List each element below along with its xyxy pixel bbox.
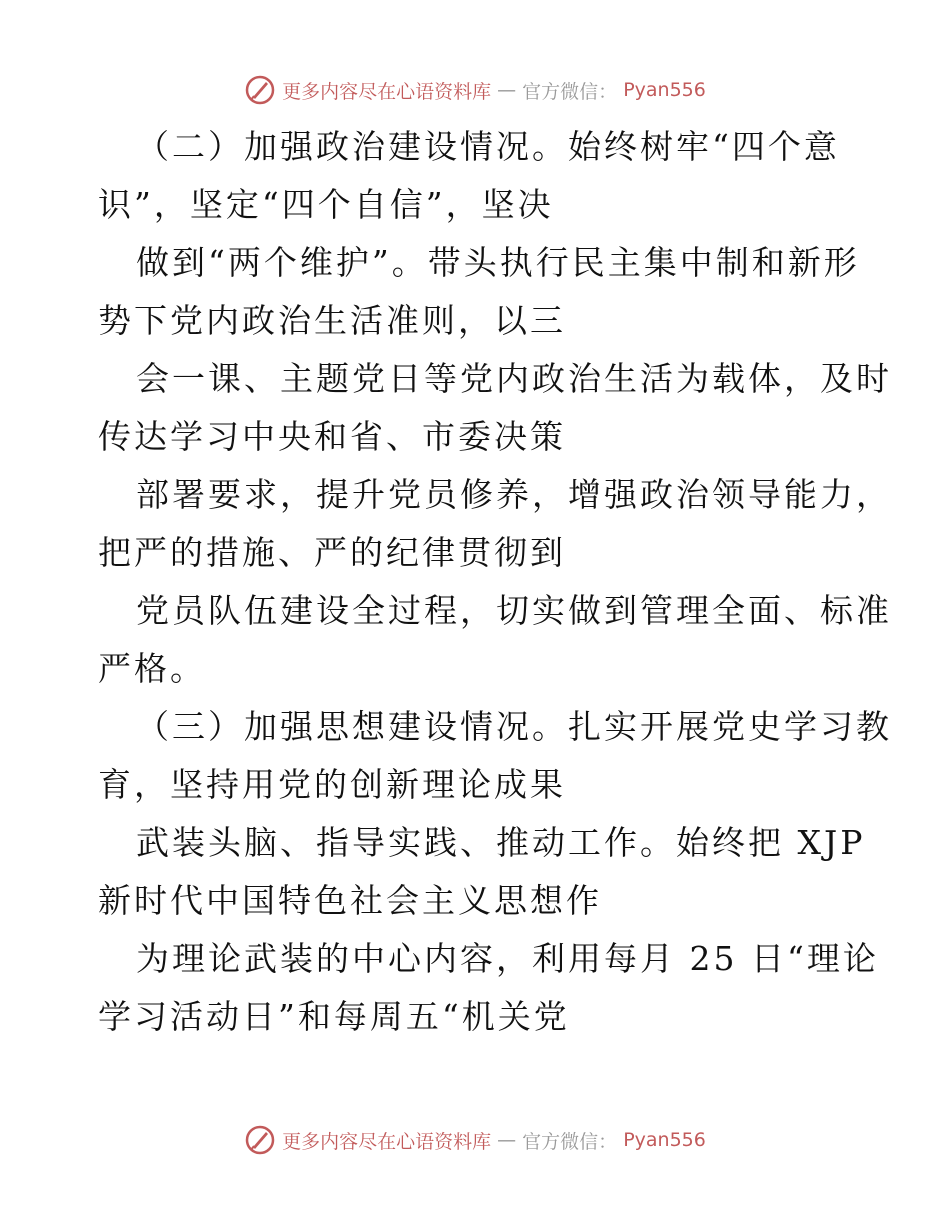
watermark-wechat-id: Pyan556	[623, 79, 706, 101]
text-line: 部署要求，提升党员修养，增强政治领导能力，	[136, 475, 892, 514]
text-line: 新时代中国特色社会主义思想作	[98, 881, 602, 920]
text-line: （三）加强思想建设情况。扎实开展党史学习教	[136, 707, 892, 746]
text-line: 学习活动日”和每周五“机关党	[98, 997, 570, 1036]
text-line: 把严的措施、严的纪律贯彻到	[98, 533, 566, 572]
text-line: 会一课、主题党日等党内政治生活为载体，及时	[136, 359, 892, 398]
watermark-wechat-id: Pyan556	[623, 1129, 706, 1151]
text-line: 为理论武装的中心内容，利用每月 25 日“理论	[136, 939, 879, 978]
watermark-text: 更多内容尽在心语资料库	[282, 1130, 492, 1153]
text-line: 严格。	[98, 649, 206, 688]
text-line: 识”，坚定“四个自信”，坚决	[98, 185, 554, 224]
watermark-wechat-label: 官方微信：	[522, 80, 618, 103]
text-line: 党员队伍建设全过程，切实做到管理全面、标准	[136, 591, 892, 630]
body-text	[98, 118, 892, 1046]
footer-watermark	[0, 1124, 950, 1156]
watermark-text: 更多内容尽在心语资料库	[282, 80, 492, 103]
text-line: 武装头脑、指导实践、推动工作。始终把 XJP	[136, 823, 866, 862]
quill-logo-icon	[244, 1124, 276, 1156]
watermark-separator: —	[497, 79, 517, 101]
watermark-wechat-label: 官方微信：	[522, 1130, 618, 1153]
text-line: 育，坚持用党的创新理论成果	[98, 765, 566, 804]
quill-logo-icon	[244, 74, 276, 106]
text-line: （二）加强政治建设情况。始终树牢“四个意	[136, 127, 840, 166]
text-line: 传达学习中央和省、市委决策	[98, 417, 566, 456]
text-line: 做到“两个维护”。带头执行民主集中制和新形	[136, 243, 860, 282]
watermark-separator: —	[497, 1129, 517, 1151]
header-watermark	[0, 74, 950, 106]
text-line: 势下党内政治生活准则，以三	[98, 301, 566, 340]
